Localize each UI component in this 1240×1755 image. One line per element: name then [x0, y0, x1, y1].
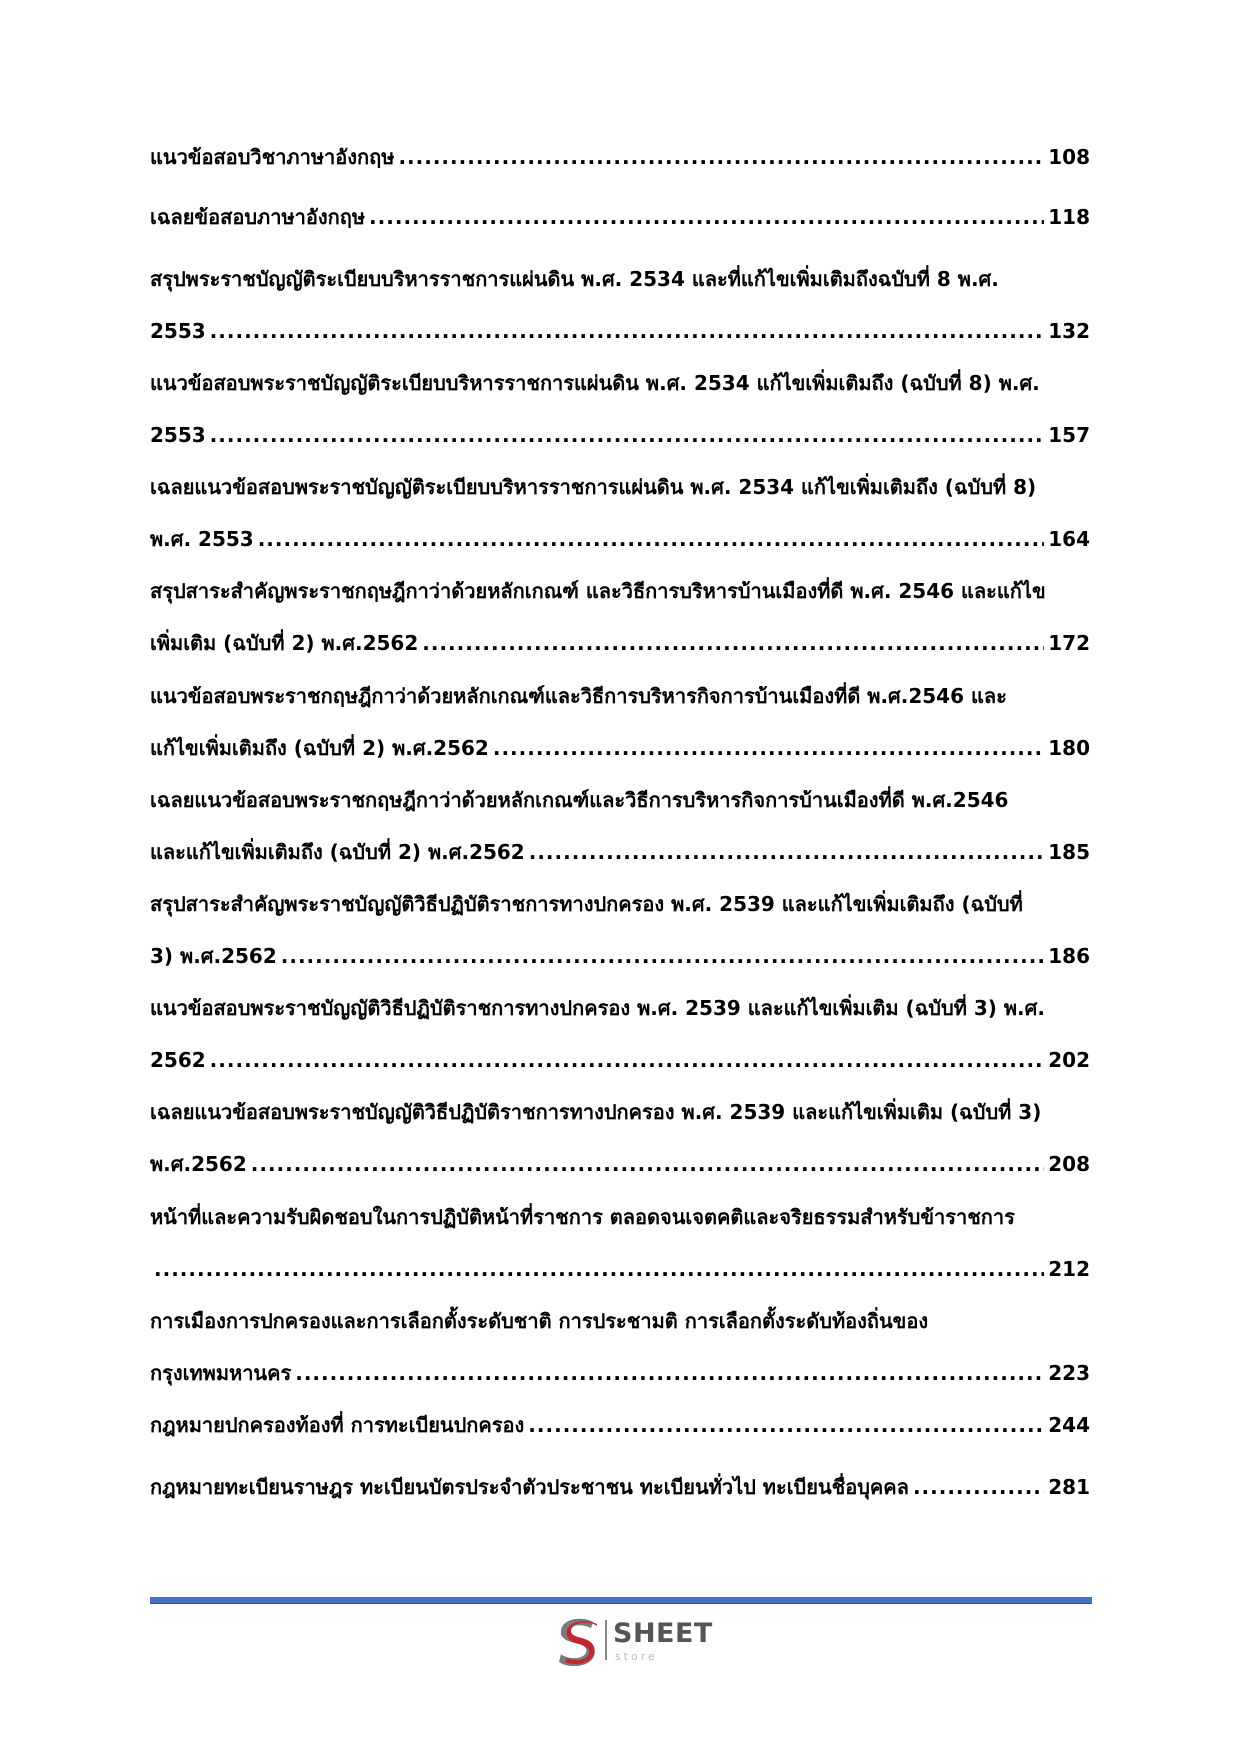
toc-entry [150, 475, 1090, 551]
toc-page-number: 281 [1048, 1475, 1090, 1499]
toc-entry-title: 2553 [150, 423, 206, 447]
toc-leader-dots [529, 840, 1045, 864]
toc-entry-title: 2562 [150, 1048, 206, 1072]
toc-line [150, 579, 1090, 603]
toc-entry-title: และแก้ไขเพิ่มเติมถึง (ฉบับที่ 2) พ.ศ.2562 [150, 840, 525, 864]
toc-entry-title: พ.ศ. 2553 [150, 527, 254, 551]
toc-entry-title: แนวข้อสอบพระราชบัญญัติวิธีปฏิบัติราชการทางปกครอง พ.ศ. 2539 และแก้ไขเพิ่มเติม (ฉบับที่ 3) พ.ศ. [150, 996, 1045, 1020]
toc-page-number: 202 [1048, 1048, 1090, 1072]
toc-line [150, 1361, 1090, 1385]
toc-entry-title: เพิ่มเติม (ฉบับที่ 2) พ.ศ.2562 [150, 631, 419, 655]
toc-entry [150, 579, 1090, 655]
toc-line [150, 1152, 1090, 1176]
toc-entry-title: พ.ศ.2562 [150, 1152, 247, 1176]
toc-line [150, 475, 1090, 499]
toc-line [150, 319, 1090, 343]
toc-line [150, 145, 1090, 169]
toc-page-number: 208 [1048, 1152, 1090, 1176]
toc-line [150, 788, 1090, 812]
toc-line [150, 1048, 1090, 1072]
toc-line [150, 892, 1090, 916]
toc-leader-dots [251, 1152, 1045, 1176]
toc-line [150, 371, 1090, 395]
toc-entry [150, 1100, 1090, 1176]
toc-page-number: 172 [1048, 631, 1090, 655]
toc-entry-title: หน้าที่และความรับผิดชอบในการปฏิบัติหน้าที่ราชการ ตลอดจนเจตคติและจริยธรรมสำหรับข้าราชการ [150, 1205, 1015, 1229]
toc-line [150, 267, 1090, 291]
toc-entry-title: เฉลยแนวข้อสอบพระราชบัญญัติระเบียบบริหารราชการแผ่นดิน พ.ศ. 2534 แก้ไขเพิ่มเติมถึง (ฉบับที่ 8) [150, 475, 1037, 499]
toc-line [150, 684, 1090, 708]
toc-line [150, 1257, 1090, 1281]
toc-entry-title: การเมืองการปกครองและการเลือกตั้งระดับชาติ การประชามติ การเลือกตั้งระดับท้องถิ่นของ [150, 1309, 929, 1333]
toc-leader-dots [210, 319, 1045, 343]
toc-entry-title: แนวข้อสอบพระราชบัญญัติระเบียบบริหารราชการแผ่นดิน พ.ศ. 2534 แก้ไขเพิ่มเติมถึง (ฉบับที่ 8) พ.ศ. [150, 371, 1040, 395]
toc-entry [150, 371, 1090, 447]
toc-leader-dots [258, 527, 1045, 551]
toc-entry [150, 788, 1090, 864]
toc-leader-dots [422, 631, 1044, 655]
toc-leader-dots [210, 1048, 1045, 1072]
toc-entry-title: เฉลยข้อสอบภาษาอังกฤษ [150, 205, 366, 229]
toc-line [150, 840, 1090, 864]
toc-leader-dots [295, 1361, 1044, 1385]
toc-entry [150, 267, 1090, 343]
toc-entry [150, 1413, 1090, 1437]
toc-line [150, 996, 1090, 1020]
logo-text: SHEET [613, 1618, 713, 1649]
toc-line [150, 944, 1090, 968]
toc-page-number: 132 [1048, 319, 1090, 343]
toc-entry [150, 145, 1090, 169]
toc-entry [150, 996, 1090, 1072]
toc-line [150, 205, 1090, 229]
toc-line [150, 631, 1090, 655]
toc-line [150, 527, 1090, 551]
toc-line [150, 1205, 1090, 1229]
toc-page-number: 244 [1048, 1413, 1090, 1437]
toc-entry-title: กรุงเทพมหานคร [150, 1361, 292, 1385]
toc-leader-dots [398, 145, 1044, 169]
footer-rule [150, 1597, 1092, 1604]
logo-divider [605, 1620, 607, 1660]
toc-entry [150, 1205, 1090, 1281]
toc-entry-title: แก้ไขเพิ่มเติมถึง (ฉบับที่ 2) พ.ศ.2562 [150, 736, 489, 760]
toc-entry-title: แนวข้อสอบวิชาภาษาอังกฤษ [150, 145, 395, 169]
toc-entry-title: เฉลยแนวข้อสอบพระราชกฤษฎีกาว่าด้วยหลักเกณฑ์และวิธีการบริหารกิจการบ้านเมืองที่ดี พ.ศ.2546 [150, 788, 1009, 812]
toc-entry-title: สรุปสาระสำคัญพระราชกฤษฎีกาว่าด้วยหลักเกณฑ์ และวิธีการบริหารบ้านเมืองที่ดี พ.ศ. 2546 และแก้ไข [150, 579, 1046, 603]
toc-entry-title: กฎหมายปกครองท้องที่ การทะเบียนปกครอง [150, 1413, 525, 1437]
toc-entry [150, 1475, 1090, 1499]
toc-entry-title: 2553 [150, 319, 206, 343]
toc-entry-title: กฎหมายทะเบียนราษฎร ทะเบียนบัตรประจำตัวประชาชน ทะเบียนทั่วไป ทะเบียนชื่อบุคคล [150, 1475, 909, 1499]
logo-subtext: store [615, 1650, 658, 1663]
toc-line [150, 1309, 1090, 1333]
toc-page-number: 164 [1048, 527, 1090, 551]
toc-entry-title: สรุปสาระสำคัญพระราชบัญญัติวิธีปฏิบัติราชการทางปกครอง พ.ศ. 2539 และแก้ไขเพิ่มเติมถึง (ฉบับที่ [150, 892, 1023, 916]
sheet-store-logo [553, 1612, 723, 1672]
toc-page-number: 157 [1048, 423, 1090, 447]
toc-entry [150, 1309, 1090, 1385]
toc-line [150, 1475, 1090, 1499]
toc-line [150, 1100, 1090, 1124]
toc-leader-dots [528, 1413, 1044, 1437]
toc-page-number: 186 [1048, 944, 1090, 968]
toc-page-number: 223 [1048, 1361, 1090, 1385]
toc-leader-dots [281, 944, 1044, 968]
toc-line [150, 1413, 1090, 1437]
toc-entry [150, 892, 1090, 968]
toc-leader-dots [154, 1257, 1044, 1281]
toc-leader-dots [210, 423, 1045, 447]
toc-entry-title: 3) พ.ศ.2562 [150, 944, 277, 968]
toc-page-number: 108 [1048, 145, 1090, 169]
toc-entry-title: แนวข้อสอบพระราชกฤษฎีกาว่าด้วยหลักเกณฑ์และวิธีการบริหารกิจการบ้านเมืองที่ดี พ.ศ.2546 และ [150, 684, 1007, 708]
toc-page-number: 118 [1048, 205, 1090, 229]
toc-page-number: 212 [1048, 1257, 1090, 1281]
logo-s-icon [553, 1614, 603, 1670]
toc-page-number: 180 [1048, 736, 1090, 760]
toc-entry-title: เฉลยแนวข้อสอบพระราชบัญญัติวิธีปฏิบัติราชการทางปกครอง พ.ศ. 2539 และแก้ไขเพิ่มเติม (ฉบับที่ 3) [150, 1100, 1042, 1124]
toc-entry-title: สรุปพระราชบัญญัติระเบียบบริหารราชการแผ่นดิน พ.ศ. 2534 และที่แก้ไขเพิ่มเติมถึงฉบับที่ 8 พ.ศ. [150, 267, 999, 291]
toc-line [150, 736, 1090, 760]
toc-line [150, 423, 1090, 447]
toc-leader-dots [913, 1475, 1044, 1499]
toc-entry [150, 684, 1090, 760]
toc-entry [150, 205, 1090, 229]
toc-leader-dots [493, 736, 1044, 760]
toc-page-number: 185 [1048, 840, 1090, 864]
toc-leader-dots [369, 205, 1044, 229]
